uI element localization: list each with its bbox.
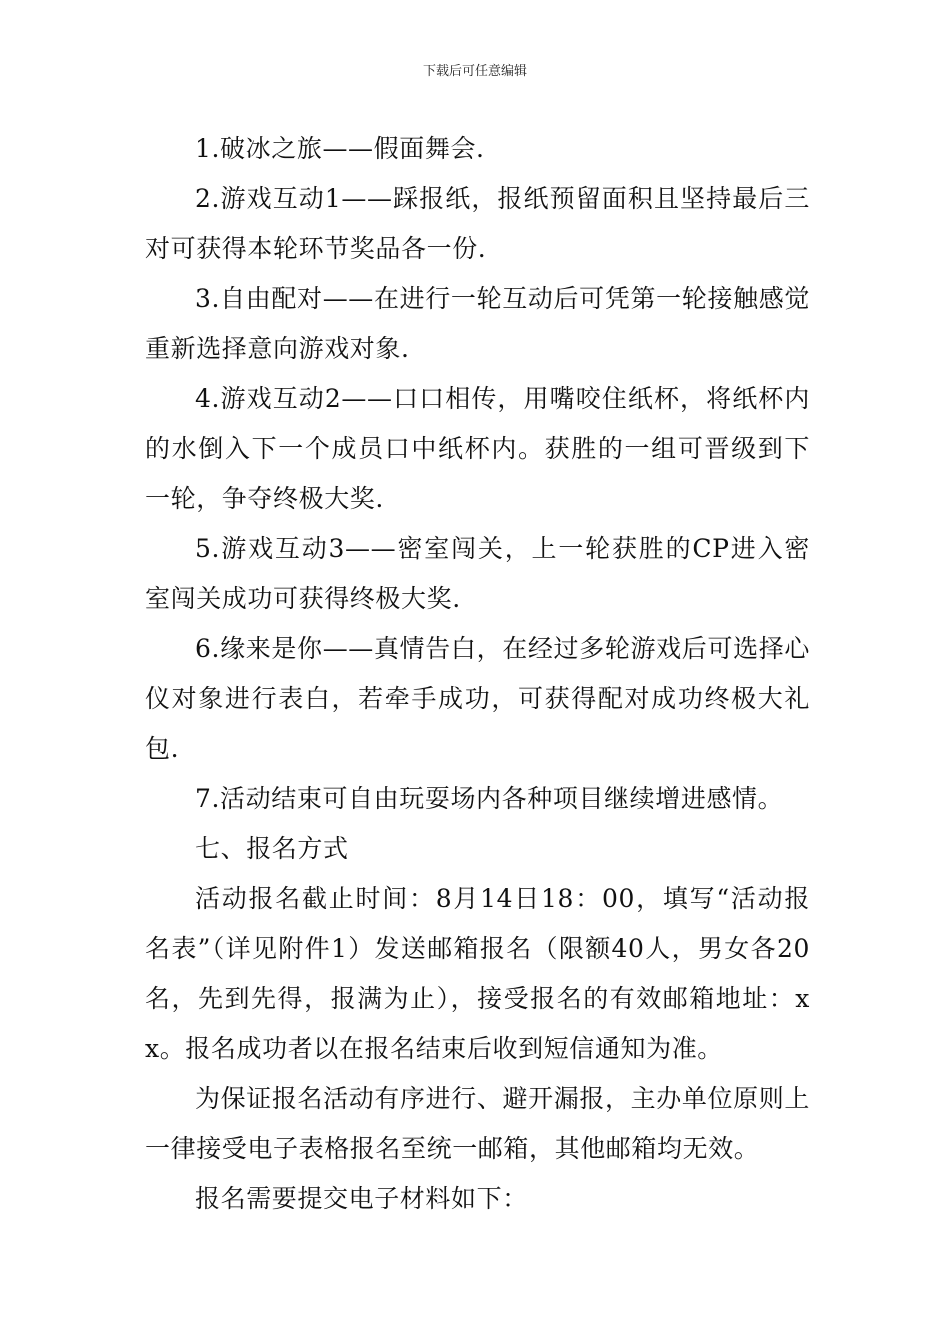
- document-body: [145, 124, 810, 1224]
- page-header-note: 下载后可任意编辑: [422, 64, 527, 79]
- paragraph-item-7: 7.活动结束可自由玩耍场内各种项目继续增进感情。: [195, 784, 784, 813]
- paragraph-item-4: 4.游戏互动2——口口相传，用嘴咬住纸杯，将纸杯内的水倒入下一个成员口中纸杯内。获胜的一组可晋级到下一轮，争夺终极大奖.: [145, 384, 810, 513]
- paragraph-registration-deadline: 活动报名截止时间：8月14日18：00，填写“活动报名表”（详见附件1）发送邮箱报名（限额40人，男女各20名，先到先得，报满为止），接受报名的有效邮箱地址：xx。报名成功者以在报名结束后收到短信通知为准。: [145, 884, 810, 1063]
- paragraph-item-6: 6.缘来是你——真情告白，在经过多轮游戏后可选择心仪对象进行表白，若牵手成功，可获得配对成功终极大礼包.: [145, 634, 810, 763]
- paragraph-item-2: 2.游戏互动1——踩报纸，报纸预留面积且坚持最后三对可获得本轮环节奖品各一份.: [145, 184, 810, 263]
- paragraph-registration-rule: 为保证报名活动有序进行、避开漏报，主办单位原则上一律接受电子表格报名至统一邮箱，其他邮箱均无效。: [145, 1084, 810, 1163]
- paragraph-item-5: 5.游戏互动3——密室闯关，上一轮获胜的CP进入密室闯关成功可获得终极大奖.: [145, 534, 810, 613]
- paragraph-materials-required: 报名需要提交电子材料如下：: [195, 1184, 528, 1213]
- paragraph-item-1: 1.破冰之旅——假面舞会.: [195, 134, 485, 163]
- paragraph-item-3: 3.自由配对——在进行一轮互动后可凭第一轮接触感觉重新选择意向游戏对象.: [145, 284, 810, 363]
- section-heading-registration: 七、报名方式: [195, 834, 349, 863]
